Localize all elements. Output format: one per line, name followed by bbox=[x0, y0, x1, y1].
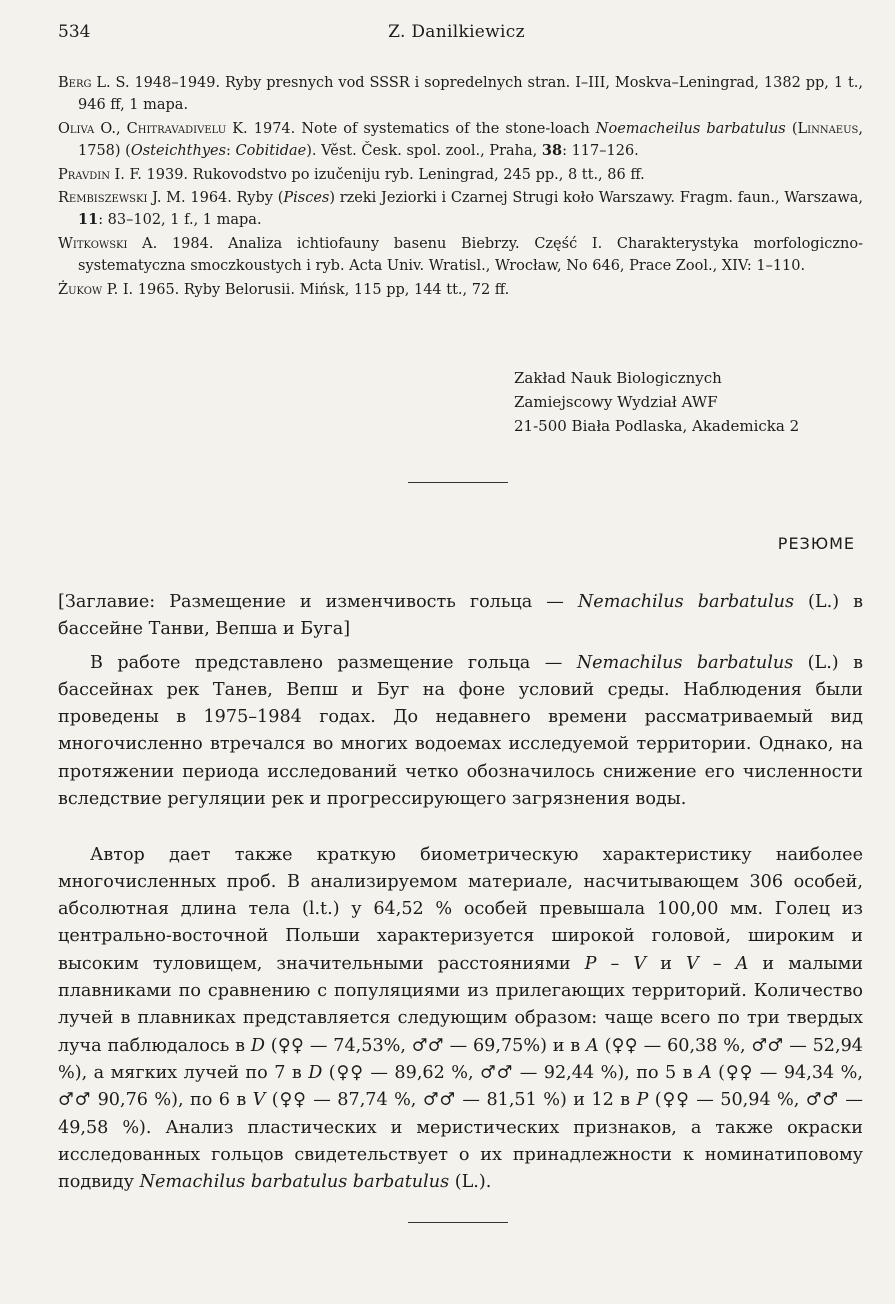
species-name: Nemachilus barbatulus bbox=[577, 591, 795, 612]
ref-text: L. S. 1948–1949. Ryby presnych vod SSSR i sopredelnych stran. I–III, Moskva–Leningrad, 1382 pp, 1 t., 946 ff, 1 mapa. bbox=[78, 75, 863, 114]
ref-taxon: Cobitidae bbox=[235, 143, 307, 160]
ref-text: : 117–126. bbox=[562, 143, 639, 160]
fin-symbol: P bbox=[584, 953, 597, 974]
resume-paragraph-1 bbox=[58, 650, 863, 814]
reference-item bbox=[58, 164, 863, 186]
address-line: Zamiejscowy Wydział AWF bbox=[514, 393, 718, 411]
fin-symbol: D bbox=[308, 1062, 323, 1083]
ref-taxon: Osteichthyes bbox=[130, 143, 227, 160]
ref-author: Berg bbox=[58, 75, 92, 91]
section-divider bbox=[408, 1222, 508, 1223]
page-number: 534 bbox=[58, 22, 91, 42]
ref-author: Chitravadivelu bbox=[126, 120, 227, 137]
ref-text: O., bbox=[94, 120, 127, 137]
reference-item bbox=[58, 233, 863, 278]
page-header bbox=[58, 22, 855, 46]
text-run: (♀♀ — 50,94 %, ♂♂ — 49,58 %). Анализ пластических и меристических признаков, а также окраски исследованных гольцов свидетельствует о их принадлежности к номинатиповому подвиду bbox=[58, 1090, 863, 1193]
reference-item bbox=[58, 279, 863, 301]
fin-symbol: V bbox=[633, 953, 647, 974]
text-run: (♀♀ — 94,34 %, ♂♂ 90,76 %), по 6 в bbox=[58, 1062, 863, 1111]
text-run: (♀♀ — 60,38 %, ♂♂ — 52,94 %), а мягких лучей по 7 в bbox=[58, 1035, 863, 1083]
fin-symbol: D bbox=[250, 1035, 265, 1056]
section-divider bbox=[408, 482, 508, 483]
fin-symbol: V bbox=[252, 1090, 266, 1111]
text-run: – bbox=[596, 953, 634, 974]
reference-item bbox=[58, 118, 863, 163]
text-run: (L.) в бассейне Танви, Вепша и Буга] bbox=[58, 591, 863, 639]
running-head: Z. Danilkiewicz bbox=[388, 22, 525, 42]
text-run: и bbox=[646, 953, 686, 974]
fin-symbol: V bbox=[685, 953, 699, 974]
ref-text: K. 1974. Note of systematics of the stone-loach bbox=[226, 120, 596, 137]
ref-author: Pravdin bbox=[58, 166, 110, 183]
ref-volume: 11 bbox=[78, 211, 99, 229]
ref-text: : bbox=[226, 143, 236, 160]
species-name: Nemachilus barbatulus barbatulus bbox=[139, 1172, 450, 1193]
ref-volume: 38 bbox=[541, 142, 563, 160]
text-run: [Заглавие: Размещение и изменчивость гольца — bbox=[58, 591, 578, 612]
reference-list bbox=[58, 72, 863, 302]
fin-symbol: A bbox=[699, 1062, 712, 1083]
text-run: В работе представлено размещение гольца — bbox=[90, 652, 577, 673]
ref-species: Noemacheilus barbatulus bbox=[595, 120, 786, 137]
reference-item bbox=[58, 187, 863, 232]
ref-author: Żukow bbox=[58, 281, 103, 298]
text-run: (L.). bbox=[449, 1172, 492, 1193]
ref-author: Oliva bbox=[58, 120, 95, 137]
ref-text: ). Věst. Česk. spol. zool., Praha, bbox=[306, 143, 542, 160]
text-run: (L.) в бассейнах рек Танев, Вепш и Буг на фоне условий среды. Наблюдения были проведены в 1975–1984 годах. До недавнего времени рассматриваемый вид многочисленно втречался во многих водоемах исследуемой территории. Однако, на протяжении периода исследований четко обозначилось снижение его численности вследствие регуляции рек и прогрессирующего загрязнения воды. bbox=[58, 652, 863, 810]
ref-text: ( bbox=[785, 120, 798, 137]
text-run: и малыми плавниками по сравнению с популяциями из прилегающих территорий. Количество лучей в плавниках представляется следующим образом: чаще всего по три твердых луча паблюдалось в bbox=[58, 953, 863, 1056]
address-line: Zakład Nauk Biologicznych bbox=[514, 369, 722, 387]
ref-text: P. I. 1965. Ryby Belorusii. Mińsk, 115 pp, 144 tt., 72 ff. bbox=[102, 281, 510, 298]
author-address bbox=[514, 366, 799, 438]
text-run: (♀♀ — 89,62 %, ♂♂ — 92,44 %), по 5 в bbox=[322, 1062, 700, 1083]
ref-text: , 1758) ( bbox=[78, 120, 863, 160]
fin-symbol: A bbox=[735, 953, 749, 974]
ref-text: : 83–102, 1 f., 1 mapa. bbox=[98, 212, 262, 229]
text-run: (♀♀ — 87,74 %, ♂♂ — 81,51 %) и 12 в bbox=[265, 1090, 637, 1111]
species-name: Nemachilus barbatulus bbox=[576, 652, 794, 673]
ref-text: I. F. 1939. Rukovodstvo po izučeniju ryb. Leningrad, 245 pp., 8 tt., 86 ff. bbox=[109, 166, 645, 183]
text-run: (♀♀ — 74,53%, ♂♂ — 69,75%) и в bbox=[264, 1035, 587, 1056]
fin-symbol: P bbox=[636, 1090, 649, 1111]
ref-author: Witkowski bbox=[58, 235, 128, 252]
ref-text: A. 1984. Analiza ichtiofauny basenu Biebrzy. Część I. Charakterystyka morfologiczno-systematyczna smoczkoustych i ryb. Acta Univ. Wratisl., Wrocław, No 646, Prace Zool., XIV: 1–110. bbox=[78, 235, 863, 275]
resume-title bbox=[58, 589, 863, 644]
ref-author: Rembiszewski bbox=[58, 190, 148, 207]
address-line: 21-500 Biała Podlaska, Akademicka 2 bbox=[514, 417, 800, 435]
fin-symbol: A bbox=[586, 1035, 599, 1056]
ref-author: Linnaeus bbox=[797, 120, 859, 137]
reference-item bbox=[58, 72, 863, 117]
ref-text: ) rzeki Jeziorki i Czarnej Strugi koło Warszawy. Fragm. faun., Warszawa, bbox=[329, 190, 864, 207]
text-run: – bbox=[698, 953, 736, 974]
ref-taxon: Pisces bbox=[283, 190, 330, 207]
resume-heading: РЕЗЮМЕ bbox=[777, 534, 855, 553]
resume-paragraph-2 bbox=[58, 842, 863, 1197]
text-run: Автор дает также краткую биометрическую характеристику наиболее многочисленных проб. В анализируемом материале, насчитывающем 306 особей, абсолютная длина тела (l.t.) у 64,52 % особей превышала 100,00 мм. Голец из центрально-восточной Польши характеризуется широкой головой, широким и высоким туловищем, значительными расстояниями bbox=[58, 844, 863, 974]
ref-text: J. M. 1964. Ryby ( bbox=[147, 190, 284, 207]
